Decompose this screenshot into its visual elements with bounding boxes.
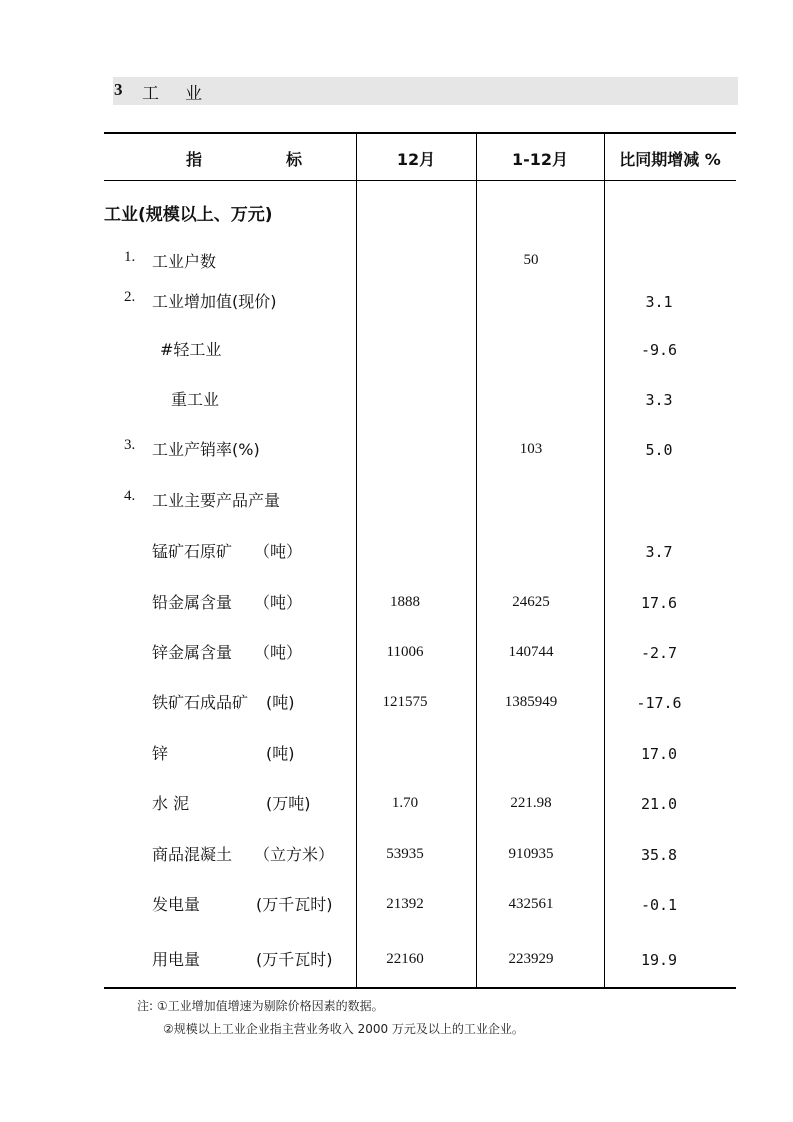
footnote-2: ②规模以上工业企业指主营业务收入 2000 万元及以上的工业企业。 xyxy=(163,1022,524,1036)
header-indicator-part1: 指 xyxy=(186,150,203,169)
cell-december: 1.70 xyxy=(391,795,419,811)
row-label: 用电量 xyxy=(152,950,201,969)
section-title: 工业 xyxy=(142,84,228,104)
cell-full-year: 432561 xyxy=(508,896,554,912)
cell-change: -17.6 xyxy=(636,694,682,712)
row-label: 商品混凝土 xyxy=(152,845,233,864)
cell-december: 22160 xyxy=(386,951,424,967)
cell-change: 17.6 xyxy=(640,594,678,612)
row-unit: (万千瓦时) xyxy=(256,895,333,914)
row-label: 铅金属含量 xyxy=(152,593,233,612)
table-row xyxy=(0,947,793,971)
cell-full-year: 223929 xyxy=(508,951,554,967)
cell-full-year: 103 xyxy=(519,441,543,457)
row-label: 工业户数 xyxy=(152,252,217,271)
table-row xyxy=(0,437,793,461)
cell-december: 1888 xyxy=(390,594,420,610)
row-unit: （立方米） xyxy=(254,845,335,864)
row-unit: (万千瓦时) xyxy=(256,950,333,969)
table-row xyxy=(0,791,793,815)
row-label: #轻工业 xyxy=(160,340,222,359)
cell-change: 3.7 xyxy=(645,543,673,561)
cell-change: -9.6 xyxy=(640,341,678,359)
header-change: 比同期增减 % xyxy=(619,150,721,169)
row-unit: （吨） xyxy=(254,593,303,612)
cell-full-year: 221.98 xyxy=(510,795,552,811)
table-row xyxy=(0,289,793,313)
row-label: 锰矿石原矿 xyxy=(152,542,233,561)
cell-change: 5.0 xyxy=(645,441,673,459)
cell-december: 21392 xyxy=(386,896,424,912)
table-row xyxy=(0,539,793,563)
row-number: 3. xyxy=(124,437,136,453)
cell-full-year: 910935 xyxy=(508,846,554,862)
row-label: 锌 xyxy=(152,744,169,763)
header-full-year: 1-12月 xyxy=(511,150,569,169)
table-row xyxy=(0,741,793,765)
row-label: 工业产销率(%) xyxy=(152,440,260,459)
row-number: 2. xyxy=(124,289,136,305)
row-unit: (吨) xyxy=(266,693,295,712)
row-label: 锌金属含量 xyxy=(152,643,233,662)
table-row xyxy=(0,249,793,273)
table-bottom-rule xyxy=(104,987,736,989)
cell-change: 3.3 xyxy=(645,391,673,409)
cell-full-year: 50 xyxy=(523,252,539,268)
group-title: 工业(规模以上、万元) xyxy=(104,205,273,225)
cell-december: 11006 xyxy=(386,644,424,660)
cell-change: 3.1 xyxy=(645,293,673,311)
row-unit: （吨） xyxy=(254,643,303,662)
row-number: 4. xyxy=(124,488,136,504)
cell-change: 21.0 xyxy=(640,795,678,813)
row-unit: (吨) xyxy=(266,744,295,763)
table-row xyxy=(0,640,793,664)
row-label: 铁矿石成品矿 xyxy=(152,693,249,712)
table-row xyxy=(0,387,793,411)
footnote-1: 注: ①工业增加值增速为剔除价格因素的数据。 xyxy=(137,999,384,1013)
table-header-rule xyxy=(104,180,736,181)
row-label: 工业主要产品产量 xyxy=(152,491,281,510)
row-unit: (万吨) xyxy=(266,794,311,813)
cell-full-year: 24625 xyxy=(512,594,550,610)
row-number: 1. xyxy=(124,249,136,265)
table-row xyxy=(0,488,793,512)
table-top-rule xyxy=(104,132,736,134)
table-row xyxy=(0,337,793,361)
header-indicator-part2: 标 xyxy=(286,150,303,169)
cell-full-year: 140744 xyxy=(508,644,554,660)
header-december: 12月 xyxy=(396,150,436,169)
table-row xyxy=(0,842,793,866)
cell-change: -0.1 xyxy=(640,896,678,914)
cell-full-year: 1385949 xyxy=(504,694,558,710)
table-row xyxy=(0,690,793,714)
cell-change: -2.7 xyxy=(640,644,678,662)
row-unit: （吨） xyxy=(254,542,303,561)
table-row xyxy=(0,590,793,614)
cell-change: 19.9 xyxy=(640,951,678,969)
cell-change: 35.8 xyxy=(640,846,678,864)
row-label: 水 泥 xyxy=(152,794,190,813)
cell-december: 121575 xyxy=(382,694,428,710)
section-number: 3 xyxy=(114,80,123,99)
row-label: 工业增加值(现价) xyxy=(152,292,277,311)
cell-change: 17.0 xyxy=(640,745,678,763)
row-label: 发电量 xyxy=(152,895,201,914)
row-label: 重工业 xyxy=(171,390,220,409)
table-row xyxy=(0,892,793,916)
cell-december: 53935 xyxy=(386,846,424,862)
